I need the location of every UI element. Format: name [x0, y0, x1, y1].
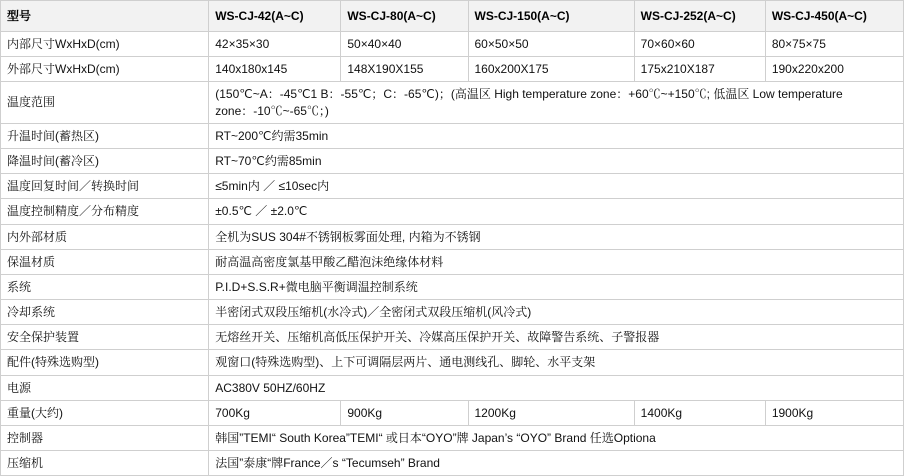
row-value-cell: 半密闭式双段压缩机(水冷式)／全密闭式双段压缩机(风冷式) [209, 300, 904, 325]
table-row [1, 224, 904, 249]
table-row [1, 451, 904, 476]
row-value-cell: 60×50×50 [468, 32, 634, 57]
row-label-cell: 压缩机 [1, 451, 209, 476]
table-row [1, 57, 904, 82]
row-value-cell: 700Kg [209, 400, 341, 425]
row-label-cell: 升温时间(蓄热区) [1, 123, 209, 148]
row-value-cell: 观窗口(特殊选购型)、上下可调隔层两片、通电测线孔、脚轮、水平支架 [209, 350, 904, 375]
row-value-cell: 190x220x200 [765, 57, 903, 82]
row-value-cell: (150℃~A：-45℃1 B：-55℃；C：-65℃)；(高温区 High temperature zone：+60℃~+150℃; 低温区 Low temperature zone：-10℃~-65℃；) [209, 82, 904, 123]
row-value-cell: RT~200℃约需35min [209, 123, 904, 148]
row-value-cell: 80×75×75 [765, 32, 903, 57]
row-label-cell: 保温材质 [1, 249, 209, 274]
row-value-cell: 70×60×60 [634, 32, 765, 57]
table-row [1, 249, 904, 274]
header-model-cell: WS-CJ-150(A~C) [468, 1, 634, 32]
row-label-cell: 温度控制精度／分布精度 [1, 199, 209, 224]
table-row [1, 199, 904, 224]
row-value-cell: ≤5min内 ／ ≤10sec内 [209, 174, 904, 199]
table-row [1, 300, 904, 325]
row-label-cell: 电源 [1, 375, 209, 400]
row-value-cell: 900Kg [341, 400, 468, 425]
row-value-cell: 1900Kg [765, 400, 903, 425]
header-model-cell: WS-CJ-450(A~C) [765, 1, 903, 32]
table-row [1, 375, 904, 400]
row-value-cell: 无熔丝开关、压缩机高低压保护开关、冷媒高压保护开关、故障警告系统、子警报器 [209, 325, 904, 350]
row-value-cell: 160x200X175 [468, 57, 634, 82]
header-model-cell: WS-CJ-42(A~C) [209, 1, 341, 32]
table-row [1, 123, 904, 148]
row-value-cell: 175x210X187 [634, 57, 765, 82]
header-label-cell: 型号 [1, 1, 209, 32]
row-label-cell: 外部尺寸WxHxD(cm) [1, 57, 209, 82]
row-label-cell: 降温时间(蓄冷区) [1, 148, 209, 173]
row-label-cell: 内部尺寸WxHxD(cm) [1, 32, 209, 57]
row-value-cell: AC380V 50HZ/60HZ [209, 375, 904, 400]
row-label-cell: 温度回复时间／转换时间 [1, 174, 209, 199]
row-value-cell: 140x180x145 [209, 57, 341, 82]
row-value-cell: RT~70℃约需85min [209, 148, 904, 173]
row-value-cell: 韩国”TEMI“ South Korea”TEMI“ 或日本“OYO”牌 Japan’s “OYO” Brand 任选Optiona [209, 426, 904, 451]
table-row [1, 426, 904, 451]
row-value-cell: P.I.D+S.S.R+微电脑平衡调温控制系统 [209, 274, 904, 299]
table-row [1, 350, 904, 375]
row-value-cell: 148X190X155 [341, 57, 468, 82]
row-value-cell: 50×40×40 [341, 32, 468, 57]
table-row [1, 32, 904, 57]
row-value-cell: 1400Kg [634, 400, 765, 425]
table-header-row [1, 1, 904, 32]
row-label-cell: 冷却系统 [1, 300, 209, 325]
table-row [1, 274, 904, 299]
row-label-cell: 温度范围 [1, 82, 209, 123]
row-label-cell: 内外部材质 [1, 224, 209, 249]
table-row [1, 148, 904, 173]
table-body [1, 1, 904, 476]
row-value-cell: 耐高温高密度氯基甲酸乙醋泡沫绝缘体材料 [209, 249, 904, 274]
row-label-cell: 重量(大约) [1, 400, 209, 425]
row-label-cell: 系统 [1, 274, 209, 299]
table-row [1, 174, 904, 199]
table-row [1, 325, 904, 350]
header-model-cell: WS-CJ-252(A~C) [634, 1, 765, 32]
row-label-cell: 配件(特殊选购型) [1, 350, 209, 375]
table-row [1, 400, 904, 425]
row-value-cell: 1200Kg [468, 400, 634, 425]
row-value-cell: 42×35×30 [209, 32, 341, 57]
row-value-cell: 法国”泰康“牌France／s “Tecumseh” Brand [209, 451, 904, 476]
header-model-cell: WS-CJ-80(A~C) [341, 1, 468, 32]
row-value-cell: 全机为SUS 304#不锈钢板雾面处理, 内箱为不锈钢 [209, 224, 904, 249]
row-label-cell: 安全保护装置 [1, 325, 209, 350]
table-row [1, 82, 904, 123]
row-value-cell: ±0.5℃ ／ ±2.0℃ [209, 199, 904, 224]
row-label-cell: 控制器 [1, 426, 209, 451]
